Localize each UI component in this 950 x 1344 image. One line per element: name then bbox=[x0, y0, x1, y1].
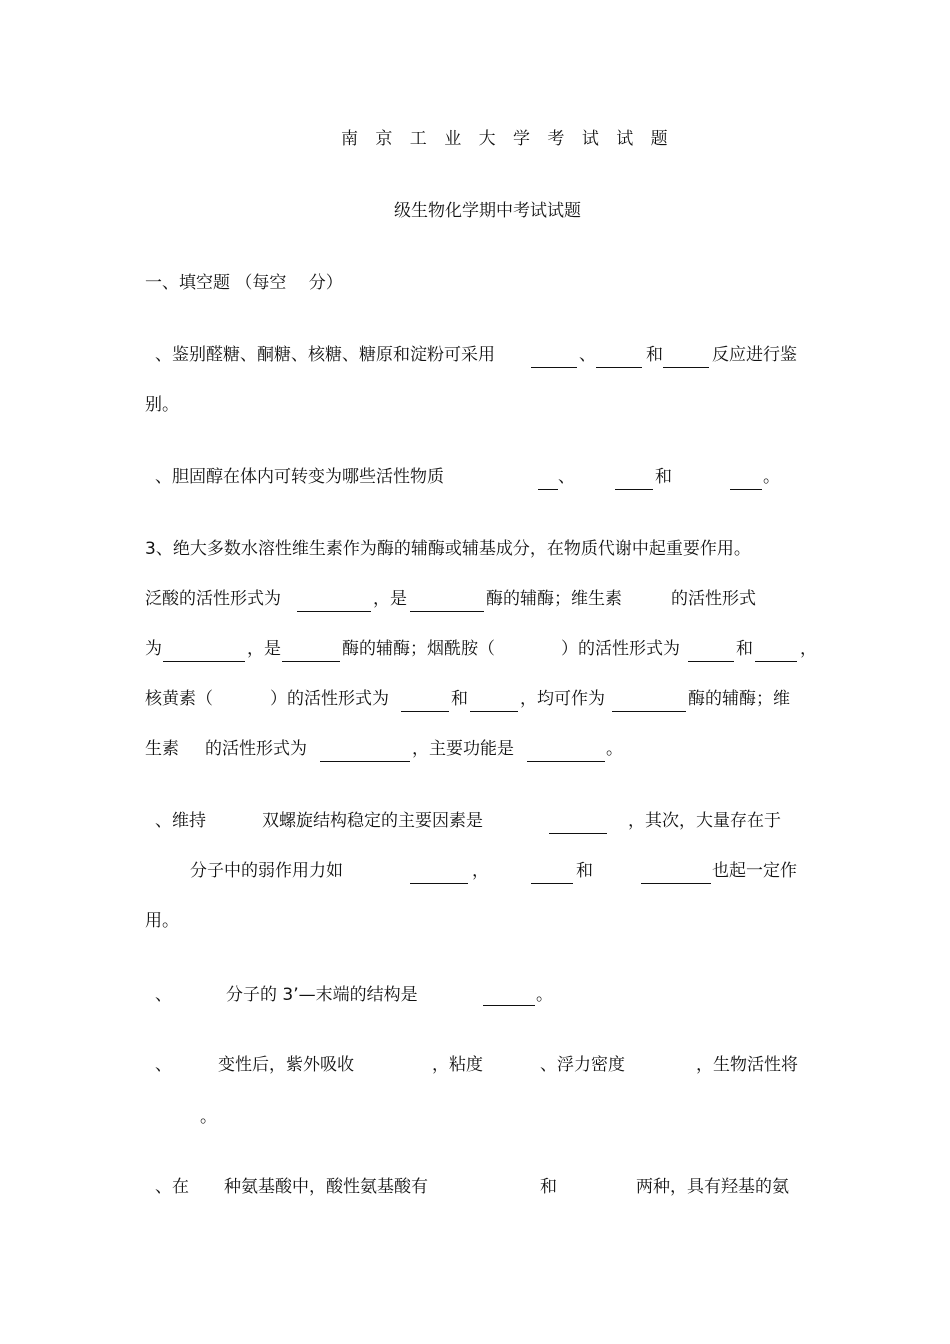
q1-text-e: 别。 bbox=[145, 395, 179, 415]
answer-blank bbox=[282, 661, 340, 662]
q3-text: 酶的辅酶；烟酰胺（ bbox=[342, 639, 495, 659]
q4-text: 双螺旋结构稳定的主要因素是 bbox=[262, 811, 483, 831]
answer-blank bbox=[730, 489, 762, 490]
q1-text-a: 、鉴别醛糖、酮糖、核糖、糖原和淀粉可采用 bbox=[155, 345, 495, 365]
q3-text: ， bbox=[800, 639, 817, 659]
answer-blank bbox=[470, 711, 518, 712]
answer-blank bbox=[549, 833, 607, 834]
q3-text: 为 bbox=[145, 639, 162, 659]
q6-text: 、 bbox=[155, 1055, 172, 1075]
q3-text: ，是 bbox=[373, 589, 407, 609]
answer-blank bbox=[596, 367, 642, 368]
answer-blank bbox=[527, 761, 605, 762]
answer-blank bbox=[615, 489, 653, 490]
q4-text: ， bbox=[472, 861, 489, 881]
q7-text: 种氨基酸中，酸性氨基酸有 bbox=[224, 1177, 428, 1197]
university-title: 南 京 工 业 大 学 考 试 试 题 bbox=[341, 129, 674, 149]
q2-text-b: 、 bbox=[558, 467, 575, 487]
q1-text-d: 反应进行鉴 bbox=[712, 345, 797, 365]
q3-text: 核黄素（ bbox=[145, 689, 213, 709]
q3-text: 和 bbox=[736, 639, 753, 659]
q5-text: 、 bbox=[155, 985, 172, 1005]
q7-text: 、在 bbox=[155, 1177, 189, 1197]
q3-text: ，主要功能是 bbox=[412, 739, 514, 759]
q3-line-1: 3、绝大多数水溶性维生素作为酶的辅酶或辅基成分，在物质代谢中起重要作用。 bbox=[145, 539, 751, 559]
q6-text: ，粘度 bbox=[432, 1055, 483, 1075]
answer-blank bbox=[163, 661, 245, 662]
q1-text-b: 、 bbox=[579, 345, 596, 365]
q4-text: ，其次，大量存在于 bbox=[628, 811, 781, 831]
answer-blank bbox=[531, 367, 577, 368]
q3-text: 和 bbox=[451, 689, 468, 709]
q3-text: 泛酸的活性形式为 bbox=[145, 589, 281, 609]
answer-blank bbox=[755, 661, 797, 662]
q4-text: 、维持 bbox=[155, 811, 206, 831]
answer-blank bbox=[538, 489, 558, 490]
answer-blank bbox=[297, 611, 371, 612]
q6-text: 变性后，紫外吸收 bbox=[218, 1055, 354, 1075]
q6-text: 。 bbox=[200, 1107, 217, 1127]
q4-text: 也起一定作 bbox=[712, 861, 797, 881]
q2-text-c: 和 bbox=[655, 467, 672, 487]
q5-text: 。 bbox=[536, 985, 553, 1005]
q3-text: 酶的辅酶；维 bbox=[688, 689, 790, 709]
q3-text: ，是 bbox=[247, 639, 281, 659]
q7-text: 两种，具有羟基的氨 bbox=[636, 1177, 789, 1197]
q3-text: 酶的辅酶；维生素 bbox=[486, 589, 622, 609]
answer-blank bbox=[531, 883, 573, 884]
answer-blank bbox=[688, 661, 734, 662]
q3-text: 的活性形式 bbox=[671, 589, 756, 609]
section-heading: 一、填空题 （每空 分） bbox=[145, 273, 343, 293]
q3-text: 生素 bbox=[145, 739, 179, 759]
q2-text-a: 、胆固醇在体内可转变为哪些活性物质 bbox=[155, 467, 444, 487]
q2-text-d: 。 bbox=[763, 467, 780, 487]
q3-text: 的活性形式为 bbox=[205, 739, 307, 759]
q4-text: 用。 bbox=[145, 911, 179, 931]
q6-text: ，生物活性将 bbox=[696, 1055, 798, 1075]
q1-text-c: 和 bbox=[646, 345, 663, 365]
q3-text: 。 bbox=[606, 739, 623, 759]
answer-blank bbox=[401, 711, 449, 712]
answer-blank bbox=[612, 711, 686, 712]
answer-blank bbox=[663, 367, 709, 368]
answer-blank bbox=[320, 761, 410, 762]
answer-blank bbox=[410, 611, 484, 612]
q4-text: 分子中的弱作用力如 bbox=[190, 861, 343, 881]
q3-text: ，均可作为 bbox=[520, 689, 605, 709]
q6-text: 、浮力密度 bbox=[540, 1055, 625, 1075]
q4-text: 和 bbox=[576, 861, 593, 881]
q7-text: 和 bbox=[540, 1177, 557, 1197]
answer-blank bbox=[483, 1005, 535, 1006]
q3-text: ）的活性形式为 bbox=[270, 689, 389, 709]
exam-title: 级生物化学期中考试试题 bbox=[394, 201, 581, 221]
q3-text: ）的活性形式为 bbox=[561, 639, 680, 659]
answer-blank bbox=[641, 883, 711, 884]
answer-blank bbox=[410, 883, 468, 884]
q5-text: 分子的 3’—末端的结构是 bbox=[226, 985, 418, 1005]
